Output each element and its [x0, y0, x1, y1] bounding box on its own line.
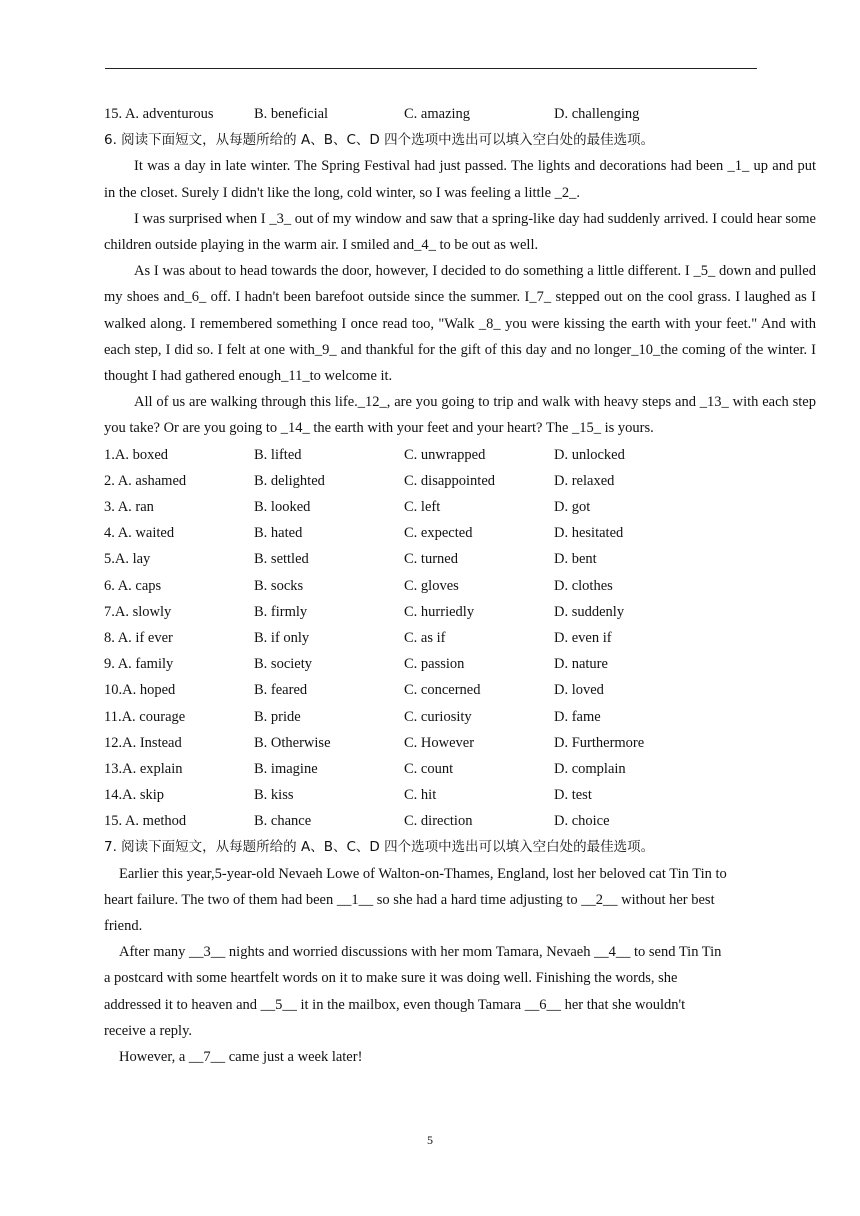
option-a: 12.A. Instead	[104, 734, 182, 751]
option-d: D. relaxed	[554, 472, 615, 489]
option-b: B. lifted	[254, 446, 302, 463]
passage-line: friend.	[104, 918, 143, 935]
section-7-passage	[104, 861, 816, 1071]
option-d: D. hesitated	[554, 525, 624, 542]
option-b: B. firmly	[254, 603, 308, 620]
passage-line: However, a __7__ came just a week later!	[119, 1049, 363, 1066]
option-b: B. hated	[254, 525, 303, 542]
passage-paragraph: As I was about to head towards the door, however, I decided to do something a little different. I _5_ down and pulled my shoes and_6_ off. I hadn't been barefoot outside since the summer. I_7_ stepped out on the cool grass. I laughed as I walked along. I remembered something I once read too, "Walk _8_ you were kissing the earth with your feet." And with each step, I did so. I felt at one with_9_ and thankful for the gift of this day and no longer_10_the coming of the winter. I thought I had gathered enough_11_to welcome it.	[104, 263, 816, 385]
section-6-options	[104, 442, 816, 835]
option-b: B. feared	[254, 682, 308, 699]
header-rule	[105, 68, 757, 69]
passage-line: heart failure. The two of them had been __1__ so she had a hard time adjusting to __2__ without her best	[104, 891, 715, 908]
option-a: 1.A. boxed	[104, 446, 169, 463]
option-row	[104, 625, 816, 651]
section-6-passage	[104, 153, 816, 441]
option-d: D. clothes	[554, 577, 613, 594]
option-a: 9. A. family	[104, 656, 174, 673]
option-c: C. expected	[404, 525, 473, 542]
option-a: 8. A. if ever	[104, 629, 173, 646]
option-row	[104, 730, 816, 756]
option-row	[104, 599, 816, 625]
passage-line: receive a reply.	[104, 1022, 193, 1039]
passage-paragraph: All of us are walking through this life._12_, are you going to trip and walk with heavy steps and _13_ with each step you take? Or are you going to _14_ the earth with your feet and your heart? The _15_ is yours.	[104, 394, 816, 437]
option-a: 5.A. lay	[104, 551, 151, 568]
option-a: 6. A. caps	[104, 577, 162, 594]
option-b: B. socks	[254, 577, 304, 594]
option-a: 3. A. ran	[104, 499, 154, 515]
option-row	[104, 494, 816, 520]
option-d: D. even if	[554, 629, 612, 646]
option-d: D. challenging	[554, 106, 640, 122]
option-a: 14.A. skip	[104, 787, 165, 804]
option-a: 4. A. waited	[104, 525, 175, 542]
option-c: C. gloves	[404, 577, 459, 594]
option-a: 10.A. hoped	[104, 682, 176, 699]
option-d: D. loved	[554, 682, 604, 699]
option-b: B. kiss	[254, 787, 294, 804]
option-row	[104, 704, 816, 730]
passage-paragraph: I was surprised when I _3_ out of my window and saw that a spring-like day had suddenly arrived. I could hear some children outside playing in the warm air. I smiled and_4_ to be out as well.	[104, 210, 816, 253]
option-d: D. choice	[554, 813, 610, 830]
option-b: B. settled	[254, 551, 309, 568]
option-c: C. disappointed	[404, 472, 496, 489]
option-c: C. count	[404, 760, 454, 777]
option-row	[104, 808, 816, 834]
option-c: C. turned	[404, 551, 458, 568]
option-b: B. delighted	[254, 472, 325, 489]
option-a: 13.A. explain	[104, 760, 183, 777]
passage-line: After many __3__ nights and worried discussions with her mom Tamara, Nevaeh __4__ to send Tin Tin	[119, 944, 722, 961]
option-b: B. if only	[254, 629, 310, 646]
section-7-heading: 7. 阅读下面短文，从每题所给的 A、B、C、D 四个选项中选出可以填入空白处的最佳选项。	[104, 839, 655, 856]
option-c: C. as if	[404, 629, 446, 646]
option-b: B. looked	[254, 499, 311, 515]
option-b: B. chance	[254, 813, 312, 830]
passage-line: a postcard with some heartfelt words on it to make sure it was doing well. Finishing the words, she	[104, 970, 678, 987]
option-d: D. fame	[554, 708, 601, 725]
option-d: D. test	[554, 787, 592, 804]
option-c: C. hit	[404, 787, 437, 804]
option-d: D. Furthermore	[554, 734, 645, 751]
option-d: D. suddenly	[554, 603, 625, 620]
option-c: C. left	[404, 499, 441, 515]
option-d: D. nature	[554, 656, 608, 673]
option-row	[104, 573, 816, 599]
passage-line: addressed it to heaven and __5__ it in the mailbox, even though Tamara __6__ her that she wouldn't	[104, 996, 686, 1013]
option-row	[104, 468, 816, 494]
passage-paragraph: It was a day in late winter. The Spring Festival had just passed. The lights and decorations had been _1_ up and put in the closet. Surely I didn't like the long, cold winter, so I was feeling a little _2_.	[104, 158, 816, 201]
option-c: C. curiosity	[404, 708, 472, 725]
option-d: D. bent	[554, 551, 597, 568]
passage-line: Earlier this year,5-year-old Nevaeh Lowe of Walton-on-Thames, England, lost her beloved cat Tin Tin to	[119, 865, 727, 882]
option-c: C. amazing	[404, 106, 471, 122]
option-b: B. beneficial	[254, 106, 329, 122]
option-a: 15. A. adventurous	[104, 106, 214, 122]
page-content	[104, 101, 816, 1070]
option-row	[104, 651, 816, 677]
option-row	[104, 782, 816, 808]
option-row	[104, 677, 816, 703]
option-b: B. imagine	[254, 760, 318, 777]
option-d: D. complain	[554, 760, 626, 777]
option-c: C. hurriedly	[404, 603, 475, 620]
option-a: 15. A. method	[104, 813, 187, 830]
option-b: B. Otherwise	[254, 734, 331, 751]
option-c: C. However	[404, 734, 475, 751]
option-c: C. unwrapped	[404, 446, 486, 463]
option-b: B. pride	[254, 708, 301, 725]
option-d: D. got	[554, 499, 591, 515]
option-d: D. unlocked	[554, 446, 625, 463]
option-row	[104, 520, 816, 546]
option-c: C. direction	[404, 813, 473, 830]
option-row	[104, 756, 816, 782]
option-row	[104, 442, 816, 468]
option-a: 2. A. ashamed	[104, 472, 187, 489]
option-a: 11.A. courage	[104, 708, 186, 725]
option-a: 7.A. slowly	[104, 603, 172, 620]
option-c: C. passion	[404, 656, 465, 673]
option-row	[104, 101, 816, 127]
page-number: 5	[427, 1133, 433, 1147]
section-6-heading: 6. 阅读下面短文，从每题所给的 A、B、C、D 四个选项中选出可以填入空白处的最佳选项。	[104, 132, 655, 149]
option-b: B. society	[254, 656, 312, 673]
option-c: C. concerned	[404, 682, 481, 699]
option-row	[104, 546, 816, 572]
